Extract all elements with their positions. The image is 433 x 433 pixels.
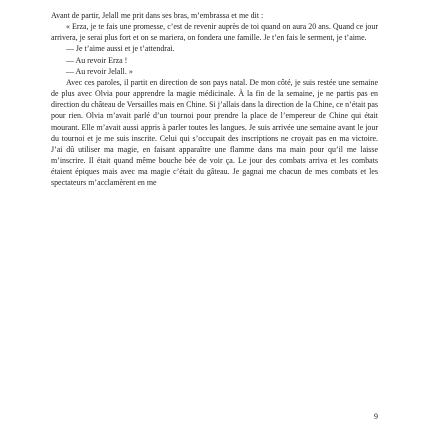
paragraph-5: — Au revoir Jelall. » — [66, 66, 133, 76]
paragraph-3: — Je t’aime aussi et je t’attendrai. — [66, 44, 175, 54]
paragraph-2: « Erza, je te fais une promesse, c’est de revenir auprès de toi quand on aura 20 ans. Quand ce jour arrivera, je serai plus fort et on se mariera, on fondera une famille. Je t’en fais le serment, je t’aime. — [51, 22, 378, 43]
paragraph-6: Avec ces paroles, il partit en direction de son pays natal. De mon côté, je suis restée une semaine de plus avec Olvia pour apprendre la magie médicinale. À la fin de la semaine, je ne partis pas en direction du château de Versailles mais en Chine. Si j’allais dans la direction de la Chine, ce n’était pas pour rien. Olvia m’avait parlé d’un tournoi pour prendre la place de l’empereur de Chine qui était mourant. Elle m’avait aussi appris à parler toutes les langues. Je suis arrivée une semaine avant le jour du tournoi et je me suis inscrite. Celui qui s’occupait des inscriptions ne croyait pas en ma victoire. J’ai dû utiliser ma magie, en faisant apparaître une flamme dans ma main pour qu’il me laisse m’inscrire. Il était quand même bouche bée de voir ça. Le jour des combats arriva et les combats étaient épiques mais avec ma magie c’était du gâteau. Je gagnai me chacun de mes combats et les spectateurs m’acclamèrent en me — [51, 77, 378, 188]
page-number: 9 — [374, 412, 378, 421]
paragraph-4: — Au revoir Erza ! — [66, 55, 128, 65]
page-text — [51, 10, 378, 189]
paragraph-1: Avant de partir, Jelall me prit dans ses bras, m’embrassa et me dit : — [51, 11, 264, 20]
